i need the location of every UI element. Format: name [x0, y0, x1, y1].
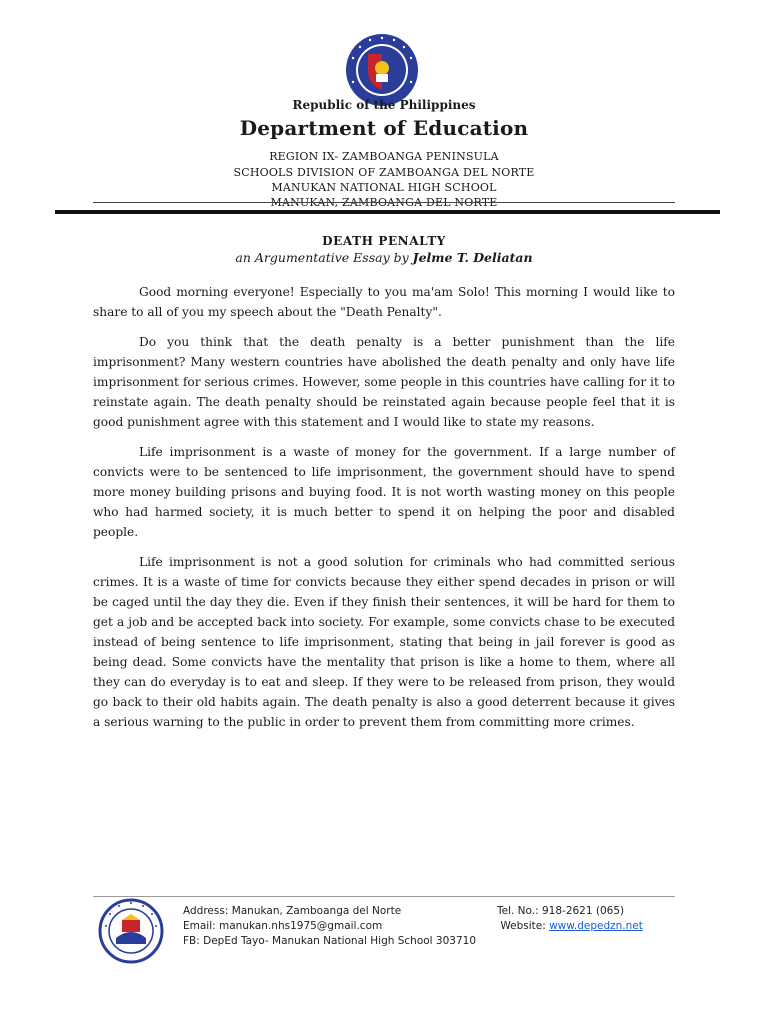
footer-website [497, 919, 643, 934]
website-label: Website: [497, 920, 550, 932]
division-line: SCHOOLS DIVISION OF ZAMBOANGA DEL NORTE [233, 166, 535, 179]
republic-heading: Republic of the Philippines [292, 98, 476, 112]
header-divider-thin [93, 202, 675, 203]
footer-facebook: FB: DepEd Tayo- Manukan National High School 303710 [183, 935, 477, 947]
school-seal-logo [98, 898, 164, 964]
essay-subtitle [0, 250, 768, 265]
paragraph: Life imprisonment is not a good solution for criminals who had committed serious crimes. It is a waste of time for convicts because they either spend decades in prison or will be caged until the day they die. Even if they finish their sentences, it will be hard for them to get a job and be accepted back into society. For example, some convicts chase to be executed instead of being sentence to life imprisonment, stating that being in jail forever is good as being dead. Some convicts have the mentality that prison is like a home to them, where all they can do everyday is to eat and sleep. If they were to be released from prison, they would go back to their old habits again. The death penalty is also a good deterrent because it gives a serious warning to the public in order to prevent them from committing more crimes. [93, 555, 675, 729]
paragraph: Good morning everyone! Especially to you ma'am Solo! This morning I would like to share to all of you my speech about the "Death Penalty". [93, 285, 675, 319]
subtitle-prefix: an Argumentative Essay by [235, 250, 413, 265]
footer-contact-left [183, 904, 476, 949]
header-divider-thick [55, 210, 720, 214]
footer-contact-right [497, 904, 643, 934]
school-line: MANUKAN NATIONAL HIGH SCHOOL [271, 181, 497, 194]
footer-divider [93, 896, 675, 897]
deped-seal-logo [344, 32, 420, 108]
paragraph: Life imprisonment is a waste of money for the government. If a large number of convicts were to be sentenced to life imprisonment, the government should have to spend more money building prisons and buying food. It is not worth wasting money on this people who had harmed society, it is much better to spend it on helping the poor and disabled people. [93, 445, 675, 539]
location-line: MANUKAN, ZAMBOANGA DEL NORTE [270, 196, 498, 209]
essay-title: DEATH PENALTY [322, 234, 446, 248]
region-line: REGION IX- ZAMBOANGA PENINSULA [269, 150, 499, 163]
essay-author: Jelme T. Deliatan [412, 250, 533, 265]
website-link[interactable]: www.depedzn.net [549, 920, 643, 932]
paragraph: Do you think that the death penalty is a better punishment than the life imprisonment? Many western countries have abolished the death penalty and only have life imprisonment for serious crimes. However, some people in this countries have calling for it to reinstate again. The death penalty should be reinstated again because people feel that it is good punishment agree with this statement and I would like to state my reasons. [93, 335, 675, 429]
footer-telephone: Tel. No.: 918-2621 (065) [497, 905, 625, 917]
footer-address: Address: Manukan, Zamboanga del Norte [183, 905, 402, 917]
essay-body [93, 282, 675, 742]
footer-email: Email: manukan.nhs1975@gmail.com [183, 920, 383, 932]
department-heading: Department of Education [239, 116, 529, 140]
